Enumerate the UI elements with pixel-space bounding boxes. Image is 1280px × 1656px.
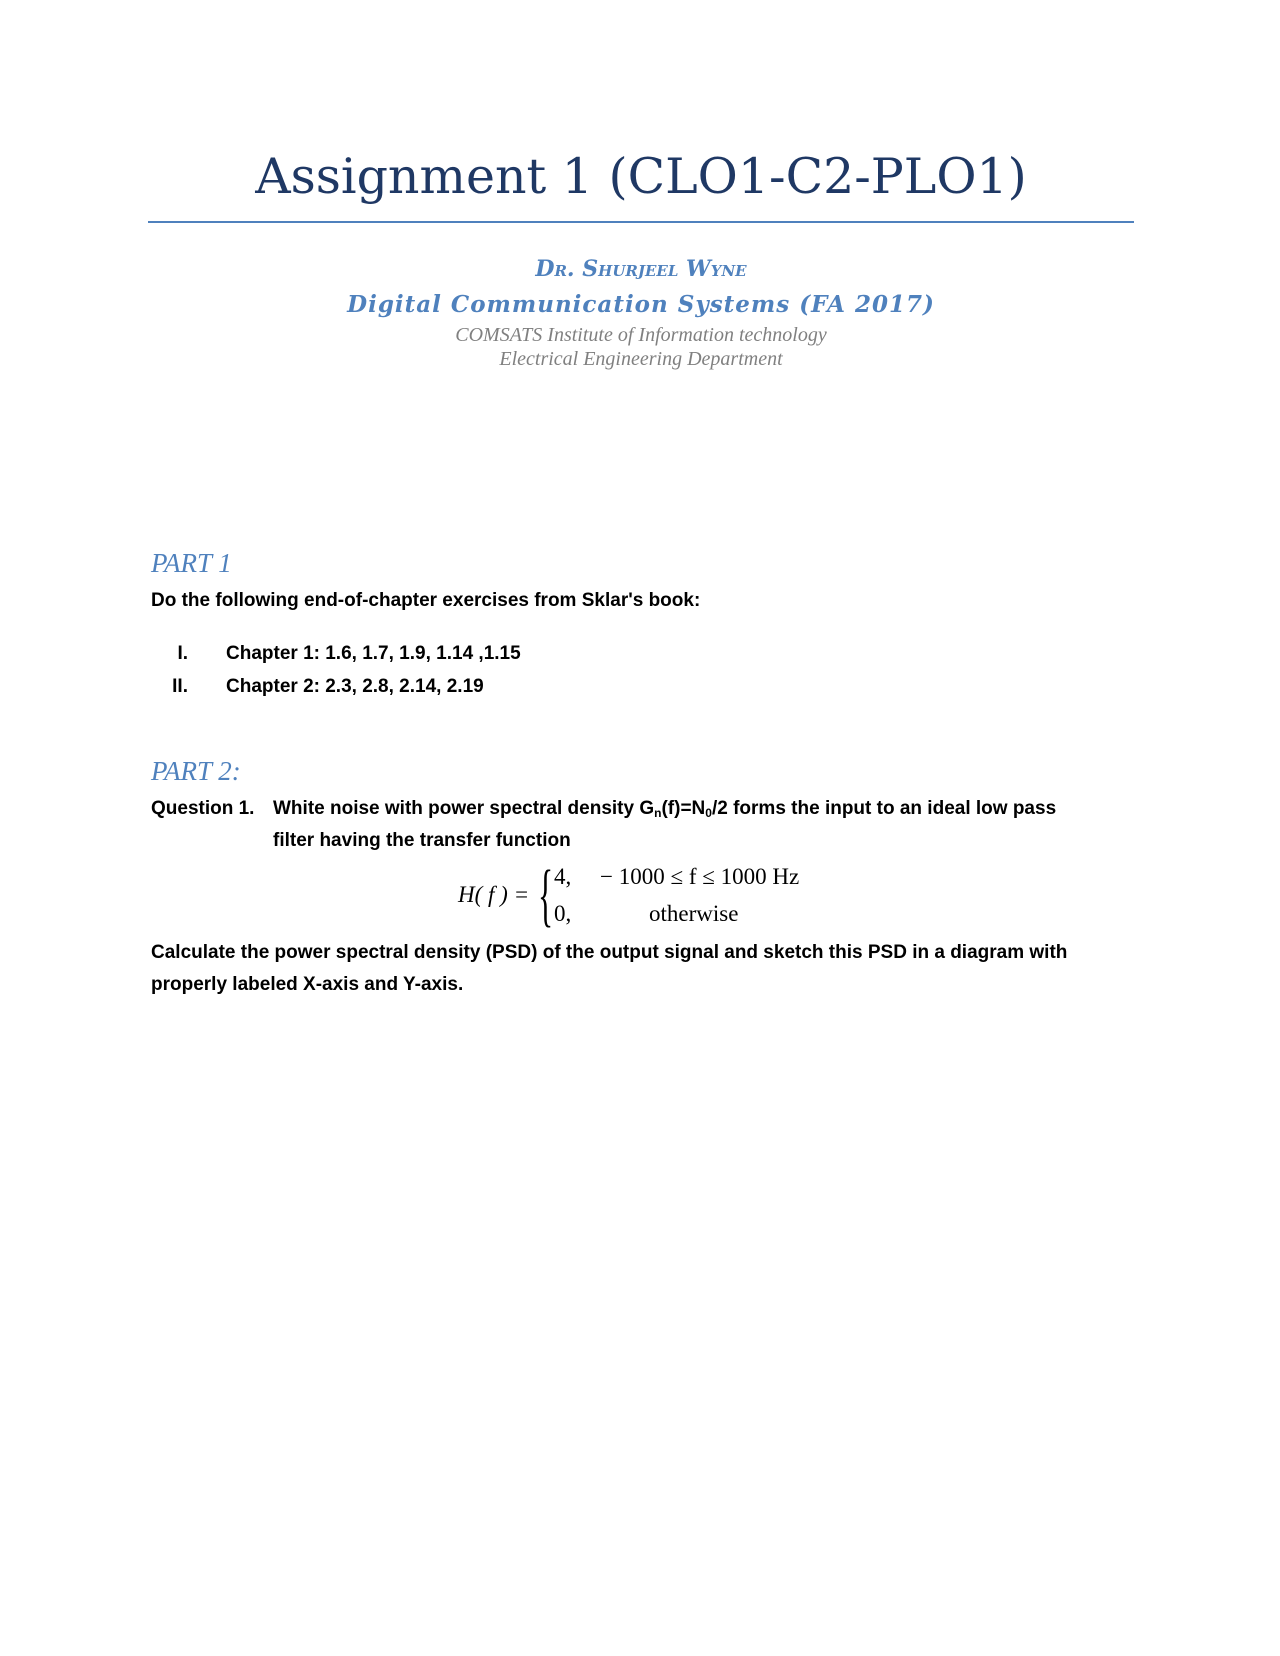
- list-item-number: I.: [177, 643, 188, 664]
- question-text-line1: White noise with power spectral density $G_n(f)=N_0/2$ forms the input to an ideal low pass: [273, 798, 1057, 820]
- author-name: Dr. Shurjeel Wyne: [535, 256, 747, 282]
- equation-case2-value: 0,: [554, 901, 572, 926]
- equation-lhs: H( f ) =: [458, 882, 530, 907]
- list-item: Chapter 2: 2.3, 2.8, 2.14, 2.19: [226, 676, 484, 697]
- list-item-number: II.: [172, 676, 188, 697]
- equation-case2-condition: otherwise: [649, 901, 739, 926]
- equation-case1-value: 4,: [554, 864, 572, 889]
- title-divider: [148, 221, 1134, 223]
- question-label: Question 1.: [151, 798, 255, 819]
- question-text-line2: filter having the transfer function: [273, 830, 571, 851]
- part1-instruction: Do the following end-of-chapter exercises from Sklar's book:: [151, 590, 701, 611]
- institute-name: COMSATS Institute of Information technology: [455, 324, 827, 346]
- equation-case1-condition: − 1000 ≤ f ≤ 1000 Hz: [600, 864, 800, 889]
- list-item: Chapter 1: 1.6, 1.7, 1.9, 1.14 ,1.15: [226, 643, 521, 664]
- department-name: Electrical Engineering Department: [499, 348, 783, 370]
- part2-heading: PART 2:: [151, 756, 241, 786]
- task-text-line2: properly labeled X-axis and Y-axis.: [151, 974, 464, 995]
- part1-heading: PART 1: [151, 548, 232, 578]
- course-name: Digital Communication Systems (FA 2017): [347, 291, 935, 318]
- task-text-line1: Calculate the power spectral density (PSD) of the output signal and sketch this PSD in a diagram with: [151, 942, 1068, 963]
- document-title: Assignment 1 (CLO1-C2-PLO1): [255, 148, 1027, 205]
- equation-brace: {: [538, 857, 554, 934]
